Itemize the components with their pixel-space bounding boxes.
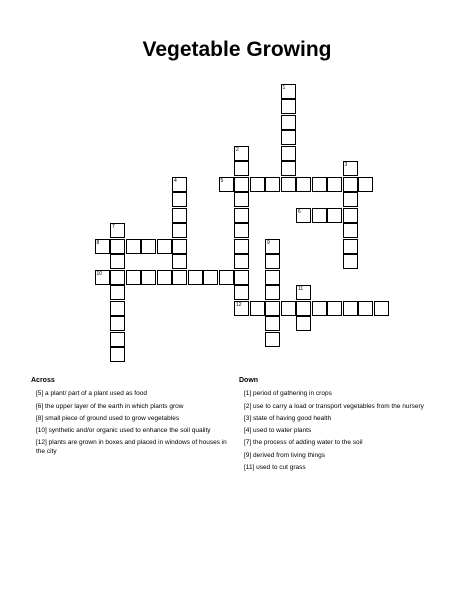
grid-cell[interactable] <box>343 208 358 223</box>
grid-cell[interactable] <box>265 270 280 285</box>
grid-cell[interactable] <box>172 208 187 223</box>
grid-cell[interactable] <box>234 239 249 254</box>
grid-cell[interactable] <box>327 177 342 192</box>
grid-cell[interactable] <box>265 332 280 347</box>
grid-cell[interactable] <box>281 84 296 99</box>
grid-cell[interactable] <box>110 347 125 362</box>
grid-cell[interactable] <box>95 239 110 254</box>
clue-down-4: [4] used to water plants <box>244 427 312 435</box>
grid-cell[interactable] <box>281 301 296 316</box>
grid-cell[interactable] <box>265 285 280 300</box>
grid-cell[interactable] <box>312 208 327 223</box>
grid-cell[interactable] <box>95 270 110 285</box>
clue-down-1: [1] period of gathering in crops <box>244 390 332 398</box>
grid-cell[interactable] <box>296 316 311 331</box>
grid-cell[interactable] <box>141 270 156 285</box>
grid-cell[interactable] <box>312 177 327 192</box>
grid-cell[interactable] <box>141 239 156 254</box>
clue-across-5: [5] a plant/ part of a plant used as food <box>36 390 147 398</box>
grid-cell[interactable] <box>343 254 358 269</box>
cell-number: 2 <box>236 146 239 153</box>
grid-cell[interactable] <box>203 270 218 285</box>
grid-cell[interactable] <box>172 223 187 238</box>
across-heading: Across <box>31 377 55 384</box>
grid-cell[interactable] <box>281 115 296 130</box>
clue-across-12: [12] plants are grown in boxes and placed in windows of houses in the city <box>36 439 227 455</box>
grid-cell[interactable] <box>157 270 172 285</box>
grid-cell[interactable] <box>110 239 125 254</box>
grid-cell[interactable] <box>343 223 358 238</box>
grid-cell[interactable] <box>234 208 249 223</box>
grid-cell[interactable] <box>110 223 125 238</box>
across-clue-list <box>31 390 231 456</box>
grid-cell[interactable] <box>219 177 234 192</box>
cell-number: 10 <box>96 270 103 277</box>
clue-across-10: [10] synthetic and/or organic used to enhance the soil quality <box>36 427 211 435</box>
grid-cell[interactable] <box>358 301 373 316</box>
clue-down-2: [2] use to carry a load or transport vegetables from the nursery <box>244 402 424 410</box>
across-clues <box>31 377 231 460</box>
grid-cell[interactable] <box>110 254 125 269</box>
grid-cell[interactable] <box>265 301 280 316</box>
grid-cell[interactable] <box>234 254 249 269</box>
cell-number: 8 <box>96 239 100 246</box>
clue-across-8: [8] small piece of ground used to grow vegetables <box>36 414 180 422</box>
grid-cell[interactable] <box>126 270 141 285</box>
grid-cell[interactable] <box>234 270 249 285</box>
down-clue-list <box>239 390 439 472</box>
grid-cell[interactable] <box>343 192 358 207</box>
grid-cell[interactable] <box>296 301 311 316</box>
grid-cell[interactable] <box>281 130 296 145</box>
grid-cell[interactable] <box>110 285 125 300</box>
grid-cell[interactable] <box>126 239 141 254</box>
grid-cell[interactable] <box>234 301 249 316</box>
grid-cell[interactable] <box>188 270 203 285</box>
grid-cell[interactable] <box>110 316 125 331</box>
cell-number: 4 <box>174 177 177 184</box>
cell-number: 5 <box>220 177 224 184</box>
grid-cell[interactable] <box>281 177 296 192</box>
cell-number: 3 <box>344 162 348 168</box>
grid-cell[interactable] <box>296 177 311 192</box>
grid-cell[interactable] <box>327 208 342 223</box>
cell-number: 12 <box>236 301 242 308</box>
clue-down-3: [3] state of having good health <box>244 414 332 422</box>
cell-number: 6 <box>298 208 301 215</box>
grid-cell[interactable] <box>234 177 249 192</box>
down-heading: Down <box>239 377 259 384</box>
grid-cell[interactable] <box>265 239 280 254</box>
puzzle-title: Vegetable Growing <box>142 38 332 61</box>
grid-cell[interactable] <box>250 301 265 316</box>
grid-cell[interactable] <box>312 301 327 316</box>
clue-down-7: [7] the process of adding water to the soil <box>244 439 363 447</box>
grid-cell[interactable] <box>234 285 249 300</box>
grid-cell[interactable] <box>343 301 358 316</box>
grid-cell[interactable] <box>281 161 296 176</box>
cell-number: 1 <box>282 84 286 91</box>
grid-cell[interactable] <box>110 332 125 347</box>
cell-number: 9 <box>267 239 270 246</box>
grid-cell[interactable] <box>172 239 187 254</box>
grid-cell[interactable] <box>358 177 373 192</box>
grid-cell[interactable] <box>110 301 125 316</box>
grid-cell[interactable] <box>157 239 172 254</box>
clue-down-11: [11] used to cut grass <box>244 464 306 472</box>
grid-cell[interactable] <box>234 192 249 207</box>
grid-cell[interactable] <box>234 146 249 161</box>
grid-cell[interactable] <box>343 161 358 176</box>
grid-cell[interactable] <box>296 285 311 300</box>
grid-cell[interactable] <box>265 254 280 269</box>
grid-cell[interactable] <box>265 177 280 192</box>
grid-cell[interactable] <box>172 192 187 207</box>
cell-number: 11 <box>298 286 304 292</box>
grid-cell[interactable] <box>234 223 249 238</box>
grid-cell[interactable] <box>281 146 296 161</box>
clue-down-9: [9] derived from living things <box>244 451 325 459</box>
grid-cell[interactable] <box>172 254 187 269</box>
cell-number: 7 <box>112 224 115 230</box>
grid-cell[interactable] <box>250 177 265 192</box>
grid-cell[interactable] <box>234 161 249 176</box>
grid-cell[interactable] <box>265 316 280 331</box>
grid-cell[interactable] <box>219 270 234 285</box>
down-clues <box>239 377 439 476</box>
grid-cell[interactable] <box>374 301 389 316</box>
grid-cell[interactable] <box>343 177 358 192</box>
grid-cell[interactable] <box>327 301 342 316</box>
grid-cell[interactable] <box>281 99 296 114</box>
grid-cell[interactable] <box>110 270 125 285</box>
grid-cell[interactable] <box>296 208 311 223</box>
grid-cell[interactable] <box>172 177 187 192</box>
grid-cell[interactable] <box>172 270 187 285</box>
grid-cell[interactable] <box>343 239 358 254</box>
clue-across-6: [6] the upper layer of the earth in which plants grow <box>36 402 184 410</box>
